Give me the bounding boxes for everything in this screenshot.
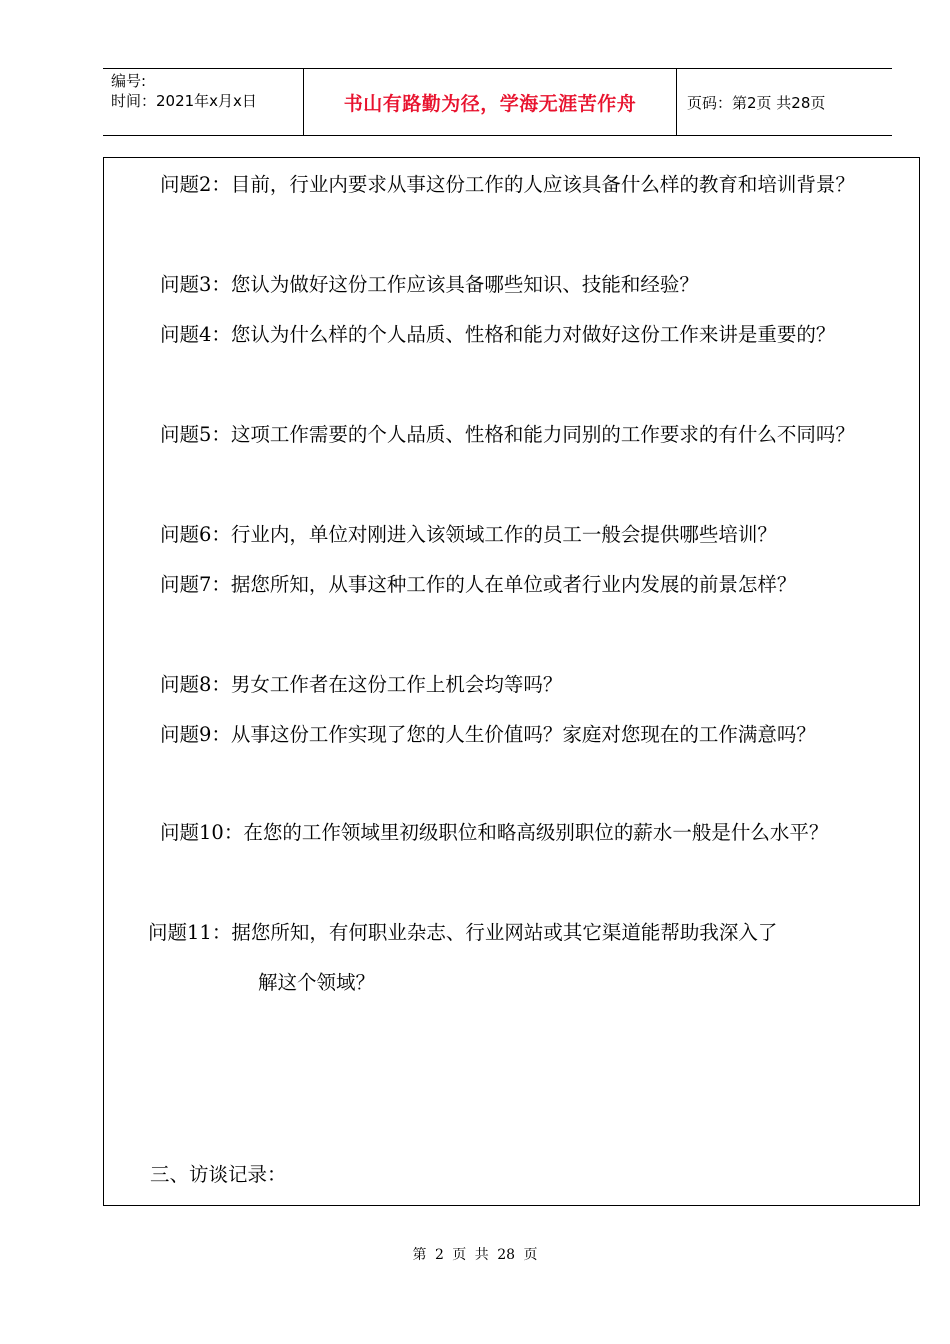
- header-meta-cell: [103, 69, 303, 135]
- question-9: 问题9：从事这份工作实现了您的人生价值吗？家庭对您现在的工作满意吗？: [160, 723, 816, 746]
- question-11: 问题11：据您所知，有何职业杂志、行业网站或其它渠道能帮助我深入了: [148, 921, 778, 944]
- question-10: 问题10：在您的工作领域里初级职位和略高级别职位的薪水一般是什么水平？: [160, 821, 829, 844]
- question-2: 问题2：目前，行业内要求从事这份工作的人应该具备什么样的教育和培训背景？: [160, 173, 855, 196]
- page-footer: 第 2 页 共 28 页: [412, 1247, 538, 1263]
- question-4: 问题4：您认为什么样的个人品质、性格和能力对做好这份工作来讲是重要的？: [160, 323, 836, 346]
- header-page-cell: [677, 69, 892, 135]
- question-8: 问题8：男女工作者在这份工作上机会均等吗？: [160, 673, 563, 696]
- interview-questions-box: [103, 157, 920, 1206]
- question-6: 问题6：行业内，单位对刚进入该领域工作的员工一般会提供哪些培训？: [160, 523, 777, 546]
- section-title-interview-record: 三、访谈记录：: [150, 1163, 287, 1186]
- question-5: 问题5：这项工作需要的个人品质、性格和能力同别的工作要求的有什么不同吗？: [160, 423, 855, 446]
- question-7: 问题7：据您所知，从事这种工作的人在单位或者行业内发展的前景怎样？: [160, 573, 797, 596]
- date-label: 时间：2021年x月x日: [111, 92, 257, 110]
- question-3: 问题3：您认为做好这份工作应该具备哪些知识、技能和经验？: [160, 273, 699, 296]
- document-header: [103, 68, 892, 136]
- header-motto-cell: [303, 69, 677, 135]
- motto-text: 书山有路勤为径，学海无涯苦作舟: [343, 93, 637, 115]
- question-11-continuation: 解这个领域？: [258, 971, 376, 994]
- page-number-label: 页码：第2页 共28页: [687, 94, 826, 112]
- serial-number-label: 编号:: [111, 72, 147, 90]
